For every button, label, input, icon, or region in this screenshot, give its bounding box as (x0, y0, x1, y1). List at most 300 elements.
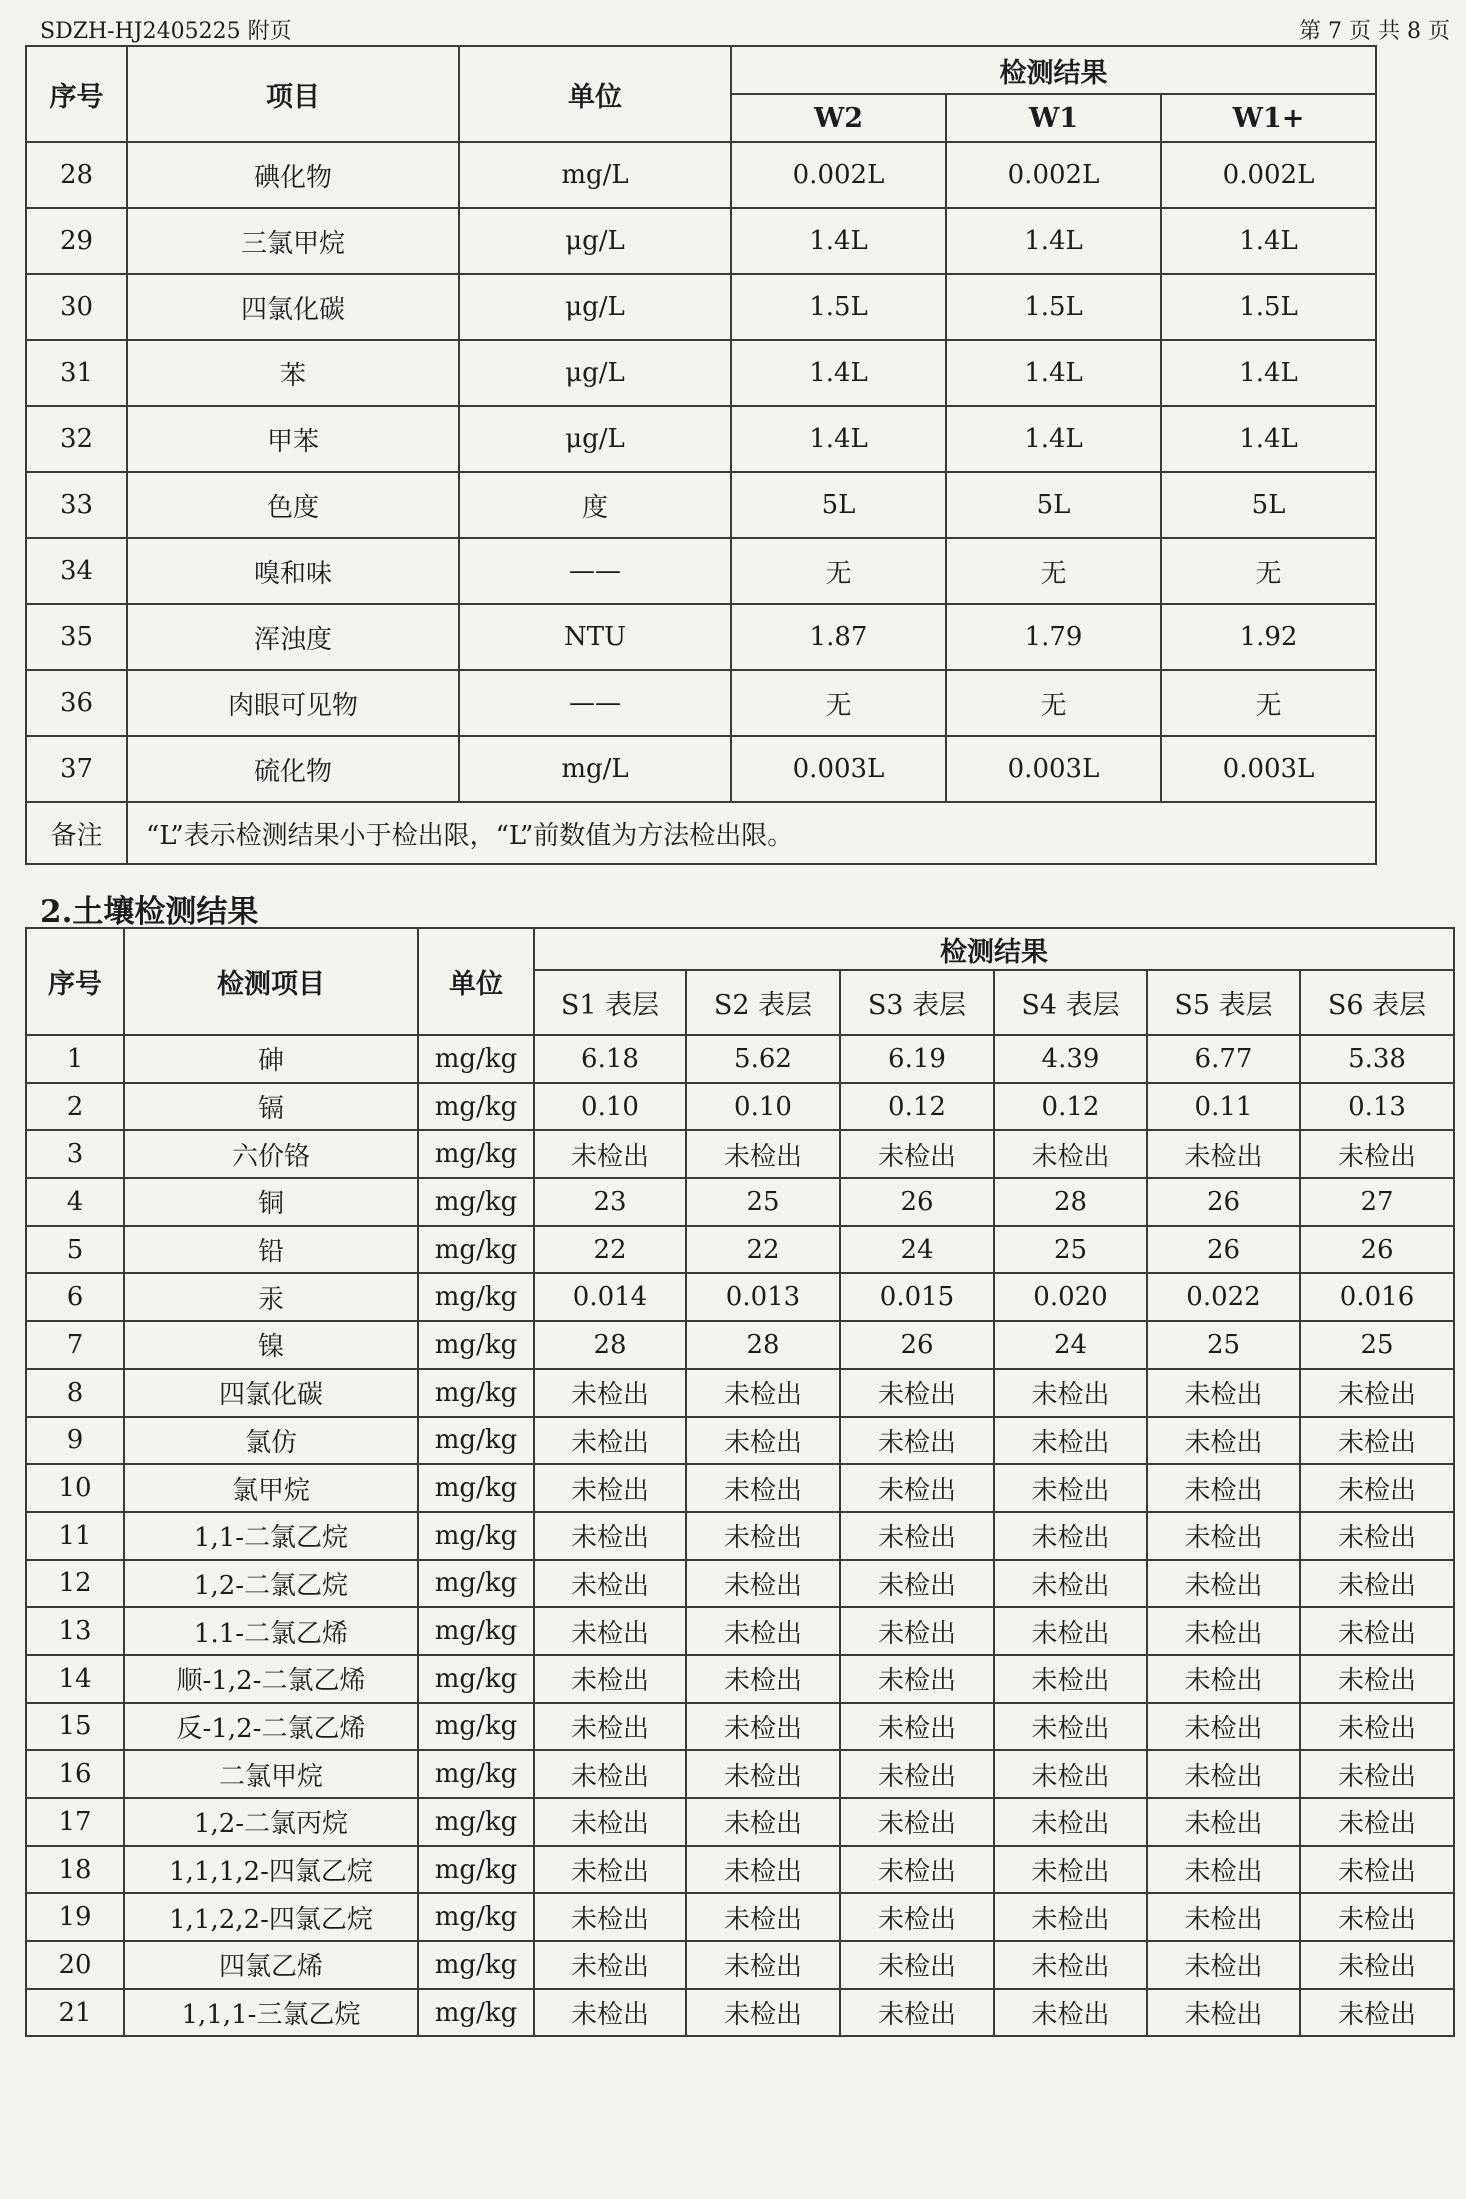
row-unit: mg/kg (418, 1750, 534, 1798)
row-item: 1,2-二氯乙烷 (124, 1560, 418, 1608)
row-item: 1,1-二氯乙烷 (124, 1512, 418, 1560)
row-unit: mg/kg (418, 1226, 534, 1274)
table-row (26, 1750, 1454, 1798)
result-cell: 1.92 (1161, 604, 1376, 670)
row-item: 铅 (124, 1226, 418, 1274)
row-item: 镉 (124, 1083, 418, 1131)
header-unit: 单位 (418, 928, 534, 1035)
remark-row (26, 802, 1376, 864)
result-cell: 未检出 (534, 1893, 686, 1941)
result-cell: 未检出 (1300, 1750, 1454, 1798)
row-unit: mg/kg (418, 1083, 534, 1131)
result-cell: 未检出 (534, 1750, 686, 1798)
page-header (40, 10, 1450, 46)
result-cell: 无 (946, 670, 1161, 736)
result-cell: 未检出 (994, 1130, 1147, 1178)
row-item: 氯甲烷 (124, 1464, 418, 1512)
row-item: 汞 (124, 1273, 418, 1321)
result-cell: 未检出 (1300, 1989, 1454, 2037)
row-unit: mg/kg (418, 1464, 534, 1512)
result-cell: 未检出 (1147, 1560, 1300, 1608)
result-cell: 5.38 (1300, 1035, 1454, 1083)
result-cell: 未检出 (1147, 1846, 1300, 1894)
table-row (26, 1607, 1454, 1655)
row-unit: mg/kg (418, 1512, 534, 1560)
row-unit: mg/kg (418, 1607, 534, 1655)
result-cell: 0.002L (1161, 142, 1376, 208)
result-cell: 1.4L (731, 340, 946, 406)
result-cell: 未检出 (840, 1512, 994, 1560)
result-cell: 未检出 (534, 1941, 686, 1989)
result-cell: 25 (1147, 1321, 1300, 1369)
result-cell: 0.022 (1147, 1273, 1300, 1321)
header-site: W2 (731, 94, 946, 142)
result-cell: 未检出 (1147, 1512, 1300, 1560)
result-cell: 未检出 (1147, 1607, 1300, 1655)
row-item: 1,1,1-三氯乙烷 (124, 1989, 418, 2037)
table-row (26, 1273, 1454, 1321)
result-cell: 未检出 (994, 1893, 1147, 1941)
table-row (26, 274, 1376, 340)
result-cell: 0.003L (731, 736, 946, 802)
result-cell: 25 (1300, 1321, 1454, 1369)
row-unit: mg/L (459, 736, 731, 802)
row-item: 六价铬 (124, 1130, 418, 1178)
row-unit: mg/L (459, 142, 731, 208)
row-index: 29 (26, 208, 127, 274)
row-unit: mg/kg (418, 1178, 534, 1226)
row-item: 1,1,2,2-四氯乙烷 (124, 1893, 418, 1941)
result-cell: 未检出 (1300, 1703, 1454, 1751)
result-cell: 6.77 (1147, 1035, 1300, 1083)
result-cell: 6.18 (534, 1035, 686, 1083)
result-cell: 未检出 (534, 1417, 686, 1465)
row-unit: μg/L (459, 208, 731, 274)
result-cell: 未检出 (994, 1703, 1147, 1751)
result-cell: 无 (946, 538, 1161, 604)
result-cell: 27 (1300, 1178, 1454, 1226)
row-unit: mg/kg (418, 1846, 534, 1894)
result-cell: 未检出 (534, 1607, 686, 1655)
table-row (26, 1941, 1454, 1989)
result-cell: 无 (1161, 670, 1376, 736)
row-index: 19 (26, 1893, 124, 1941)
result-cell: 26 (1300, 1226, 1454, 1274)
soil-section-title: 2.土壤检测结果 (40, 894, 259, 930)
table-row (26, 1655, 1454, 1703)
result-cell: 未检出 (1300, 1607, 1454, 1655)
header-site: S2 表层 (686, 970, 840, 1035)
result-cell: 未检出 (840, 1846, 994, 1894)
result-cell: 未检出 (840, 1655, 994, 1703)
result-cell: 未检出 (534, 1989, 686, 2037)
result-cell: 1.4L (1161, 406, 1376, 472)
result-cell: 26 (840, 1321, 994, 1369)
row-index: 7 (26, 1321, 124, 1369)
row-item: 硫化物 (127, 736, 459, 802)
result-cell: 未检出 (1147, 1703, 1300, 1751)
result-cell: 0.014 (534, 1273, 686, 1321)
result-cell: 26 (1147, 1226, 1300, 1274)
result-cell: 28 (994, 1178, 1147, 1226)
result-cell: 未检出 (686, 1750, 840, 1798)
row-item: 氯仿 (124, 1417, 418, 1465)
row-item: 1,2-二氯丙烷 (124, 1798, 418, 1846)
table-row (26, 406, 1376, 472)
result-cell: 未检出 (994, 1464, 1147, 1512)
result-cell: 未检出 (994, 1750, 1147, 1798)
result-cell: 未检出 (686, 1798, 840, 1846)
result-cell: 0.002L (946, 142, 1161, 208)
row-index: 30 (26, 274, 127, 340)
result-cell: 1.79 (946, 604, 1161, 670)
result-cell: 0.10 (686, 1083, 840, 1131)
row-unit: μg/L (459, 406, 731, 472)
row-index: 3 (26, 1130, 124, 1178)
result-cell: 1.5L (946, 274, 1161, 340)
table-row (26, 1035, 1454, 1083)
result-cell: 未检出 (534, 1560, 686, 1608)
table-row (26, 736, 1376, 802)
result-cell: 未检出 (840, 1750, 994, 1798)
table-row (26, 1369, 1454, 1417)
row-unit: mg/kg (418, 1273, 534, 1321)
result-cell: 未检出 (534, 1369, 686, 1417)
result-cell: 未检出 (686, 1655, 840, 1703)
result-cell: 0.015 (840, 1273, 994, 1321)
result-cell: 未检出 (994, 1369, 1147, 1417)
result-cell: 1.5L (731, 274, 946, 340)
row-index: 9 (26, 1417, 124, 1465)
row-item: 砷 (124, 1035, 418, 1083)
result-cell: 未检出 (994, 1798, 1147, 1846)
row-item: 二氯甲烷 (124, 1750, 418, 1798)
result-cell: 未检出 (686, 1417, 840, 1465)
row-index: 32 (26, 406, 127, 472)
result-cell: 23 (534, 1178, 686, 1226)
row-index: 8 (26, 1369, 124, 1417)
row-index: 14 (26, 1655, 124, 1703)
result-cell: 26 (1147, 1178, 1300, 1226)
result-cell: 24 (994, 1321, 1147, 1369)
result-cell: 未检出 (840, 1369, 994, 1417)
row-index: 20 (26, 1941, 124, 1989)
result-cell: 未检出 (840, 1703, 994, 1751)
header-site: S5 表层 (1147, 970, 1300, 1035)
table-row (26, 1560, 1454, 1608)
row-index: 12 (26, 1560, 124, 1608)
table-row (26, 604, 1376, 670)
result-cell: 22 (534, 1226, 686, 1274)
header-index: 序号 (26, 46, 127, 142)
row-index: 10 (26, 1464, 124, 1512)
result-cell: 28 (686, 1321, 840, 1369)
result-cell: 未检出 (686, 1607, 840, 1655)
result-cell: 未检出 (686, 1703, 840, 1751)
result-cell: 未检出 (840, 1130, 994, 1178)
result-cell: 1.4L (946, 208, 1161, 274)
row-index: 33 (26, 472, 127, 538)
result-cell: 未检出 (994, 1607, 1147, 1655)
table-row (26, 208, 1376, 274)
result-cell: 未检出 (1147, 1130, 1300, 1178)
row-unit: mg/kg (418, 1941, 534, 1989)
row-index: 37 (26, 736, 127, 802)
result-cell: 0.003L (1161, 736, 1376, 802)
result-cell: 未检出 (1147, 1369, 1300, 1417)
row-index: 17 (26, 1798, 124, 1846)
water-results-table (25, 45, 1377, 865)
result-cell: 未检出 (686, 1369, 840, 1417)
row-item: 三氯甲烷 (127, 208, 459, 274)
result-cell: 未检出 (1300, 1798, 1454, 1846)
result-cell: 28 (534, 1321, 686, 1369)
row-index: 13 (26, 1607, 124, 1655)
page-number: 第 7 页 共 8 页 (1299, 19, 1450, 44)
result-cell: 未检出 (1147, 1464, 1300, 1512)
table-row (26, 1226, 1454, 1274)
result-cell: 未检出 (1147, 1655, 1300, 1703)
table-row (26, 1893, 1454, 1941)
row-unit: mg/kg (418, 1989, 534, 2037)
row-index: 5 (26, 1226, 124, 1274)
result-cell: 未检出 (840, 1464, 994, 1512)
result-cell: 未检出 (840, 1607, 994, 1655)
result-cell: 5.62 (686, 1035, 840, 1083)
remark-label: 备注 (26, 802, 127, 864)
table-row (26, 1321, 1454, 1369)
result-cell: 26 (840, 1178, 994, 1226)
row-item: 浑浊度 (127, 604, 459, 670)
row-unit: mg/kg (418, 1321, 534, 1369)
result-cell: 未检出 (1300, 1560, 1454, 1608)
result-cell: 未检出 (534, 1130, 686, 1178)
result-cell: 未检出 (686, 1989, 840, 2037)
result-cell: 0.11 (1147, 1083, 1300, 1131)
result-cell: 未检出 (1300, 1846, 1454, 1894)
row-item: 反-1,2-二氯乙烯 (124, 1703, 418, 1751)
result-cell: 0.013 (686, 1273, 840, 1321)
row-unit: —— (459, 670, 731, 736)
row-index: 34 (26, 538, 127, 604)
result-cell: 未检出 (686, 1464, 840, 1512)
header-site: S6 表层 (1300, 970, 1454, 1035)
row-unit: mg/kg (418, 1130, 534, 1178)
result-cell: 未检出 (840, 1941, 994, 1989)
table-row (26, 472, 1376, 538)
row-index: 2 (26, 1083, 124, 1131)
result-cell: 22 (686, 1226, 840, 1274)
result-cell: 未检出 (686, 1512, 840, 1560)
soil-results-table (25, 927, 1455, 2037)
header-site: W1+ (1161, 94, 1376, 142)
result-cell: 未检出 (994, 1560, 1147, 1608)
row-unit: mg/kg (418, 1560, 534, 1608)
row-unit: —— (459, 538, 731, 604)
row-unit: μg/L (459, 340, 731, 406)
result-cell: 未检出 (994, 1512, 1147, 1560)
result-cell: 0.020 (994, 1273, 1147, 1321)
row-index: 15 (26, 1703, 124, 1751)
row-index: 21 (26, 1989, 124, 2037)
result-cell: 4.39 (994, 1035, 1147, 1083)
row-item: 1,1,1,2-四氯乙烷 (124, 1846, 418, 1894)
row-index: 28 (26, 142, 127, 208)
row-unit: mg/kg (418, 1798, 534, 1846)
result-cell: 6.19 (840, 1035, 994, 1083)
table-row (26, 538, 1376, 604)
result-cell: 未检出 (840, 1417, 994, 1465)
row-unit: mg/kg (418, 1893, 534, 1941)
table-row (26, 1178, 1454, 1226)
table-row (26, 142, 1376, 208)
result-cell: 0.13 (1300, 1083, 1454, 1131)
table-row (26, 1464, 1454, 1512)
row-unit: 度 (459, 472, 731, 538)
header-site: S3 表层 (840, 970, 994, 1035)
header-site: S1 表层 (534, 970, 686, 1035)
result-cell: 未检出 (1147, 1798, 1300, 1846)
table-row (26, 1989, 1454, 2037)
table-row (26, 1512, 1454, 1560)
header-unit: 单位 (459, 46, 731, 142)
result-cell: 0.10 (534, 1083, 686, 1131)
water-table-body (26, 142, 1376, 802)
row-unit: mg/kg (418, 1035, 534, 1083)
result-cell: 未检出 (534, 1655, 686, 1703)
result-cell: 未检出 (686, 1560, 840, 1608)
result-cell: 5L (731, 472, 946, 538)
result-cell: 未检出 (994, 1417, 1147, 1465)
table-row (26, 1083, 1454, 1131)
header-site: S4 表层 (994, 970, 1147, 1035)
result-cell: 未检出 (1300, 1941, 1454, 1989)
header-item: 检测项目 (124, 928, 418, 1035)
result-cell: 未检出 (1147, 1989, 1300, 2037)
row-index: 11 (26, 1512, 124, 1560)
table-row (26, 1130, 1454, 1178)
result-cell: 0.016 (1300, 1273, 1454, 1321)
row-item: 铜 (124, 1178, 418, 1226)
row-unit: mg/kg (418, 1655, 534, 1703)
header-results: 检测结果 (534, 928, 1454, 970)
result-cell: 未检出 (1147, 1417, 1300, 1465)
result-cell: 未检出 (1300, 1369, 1454, 1417)
row-item: 肉眼可见物 (127, 670, 459, 736)
row-item: 苯 (127, 340, 459, 406)
result-cell: 未检出 (840, 1798, 994, 1846)
header-item: 项目 (127, 46, 459, 142)
result-cell: 无 (731, 538, 946, 604)
row-index: 36 (26, 670, 127, 736)
result-cell: 1.4L (731, 208, 946, 274)
row-item: 1.1-二氯乙烯 (124, 1607, 418, 1655)
result-cell: 1.4L (1161, 208, 1376, 274)
row-unit: μg/L (459, 274, 731, 340)
row-item: 色度 (127, 472, 459, 538)
result-cell: 0.12 (840, 1083, 994, 1131)
result-cell: 24 (840, 1226, 994, 1274)
result-cell: 未检出 (686, 1846, 840, 1894)
result-cell: 5L (946, 472, 1161, 538)
result-cell: 1.87 (731, 604, 946, 670)
result-cell: 0.12 (994, 1083, 1147, 1131)
result-cell: 1.5L (1161, 274, 1376, 340)
remark-text: “L”表示检测结果小于检出限，“L”前数值为方法检出限。 (127, 802, 1376, 864)
result-cell: 0.003L (946, 736, 1161, 802)
report-number: SDZH-HJ2405225 附页 (40, 19, 292, 44)
row-index: 18 (26, 1846, 124, 1894)
result-cell: 1.4L (946, 340, 1161, 406)
row-item: 镍 (124, 1321, 418, 1369)
table-row (26, 1798, 1454, 1846)
row-item: 顺-1,2-二氯乙烯 (124, 1655, 418, 1703)
result-cell: 未检出 (1147, 1750, 1300, 1798)
row-unit: mg/kg (418, 1369, 534, 1417)
result-cell: 5L (1161, 472, 1376, 538)
result-cell: 未检出 (1147, 1893, 1300, 1941)
row-index: 4 (26, 1178, 124, 1226)
row-index: 1 (26, 1035, 124, 1083)
row-item: 四氯化碳 (124, 1369, 418, 1417)
result-cell: 未检出 (994, 1941, 1147, 1989)
result-cell: 未检出 (994, 1989, 1147, 2037)
result-cell: 未检出 (994, 1655, 1147, 1703)
table-row (26, 670, 1376, 736)
row-unit: NTU (459, 604, 731, 670)
result-cell: 未检出 (994, 1846, 1147, 1894)
table-row (26, 1417, 1454, 1465)
result-cell: 无 (731, 670, 946, 736)
row-item: 嗅和味 (127, 538, 459, 604)
result-cell: 未检出 (1300, 1417, 1454, 1465)
soil-table-body (26, 1035, 1454, 2036)
table-row (26, 340, 1376, 406)
result-cell: 0.002L (731, 142, 946, 208)
result-cell: 25 (686, 1178, 840, 1226)
result-cell: 未检出 (1300, 1464, 1454, 1512)
row-index: 35 (26, 604, 127, 670)
result-cell: 未检出 (840, 1989, 994, 2037)
row-unit: mg/kg (418, 1703, 534, 1751)
result-cell: 未检出 (534, 1798, 686, 1846)
result-cell: 未检出 (686, 1130, 840, 1178)
row-unit: mg/kg (418, 1417, 534, 1465)
result-cell: 未检出 (840, 1893, 994, 1941)
result-cell: 未检出 (534, 1464, 686, 1512)
result-cell: 未检出 (840, 1560, 994, 1608)
table-row (26, 1846, 1454, 1894)
result-cell: 25 (994, 1226, 1147, 1274)
result-cell: 未检出 (1300, 1512, 1454, 1560)
row-item: 甲苯 (127, 406, 459, 472)
row-index: 31 (26, 340, 127, 406)
header-index: 序号 (26, 928, 124, 1035)
result-cell: 未检出 (686, 1893, 840, 1941)
row-item: 碘化物 (127, 142, 459, 208)
result-cell: 未检出 (534, 1512, 686, 1560)
result-cell: 1.4L (731, 406, 946, 472)
result-cell: 未检出 (686, 1941, 840, 1989)
result-cell: 未检出 (534, 1846, 686, 1894)
row-index: 16 (26, 1750, 124, 1798)
header-results: 检测结果 (731, 46, 1376, 94)
result-cell: 无 (1161, 538, 1376, 604)
result-cell: 未检出 (1300, 1130, 1454, 1178)
row-item: 四氯乙烯 (124, 1941, 418, 1989)
result-cell: 1.4L (1161, 340, 1376, 406)
result-cell: 未检出 (1300, 1893, 1454, 1941)
